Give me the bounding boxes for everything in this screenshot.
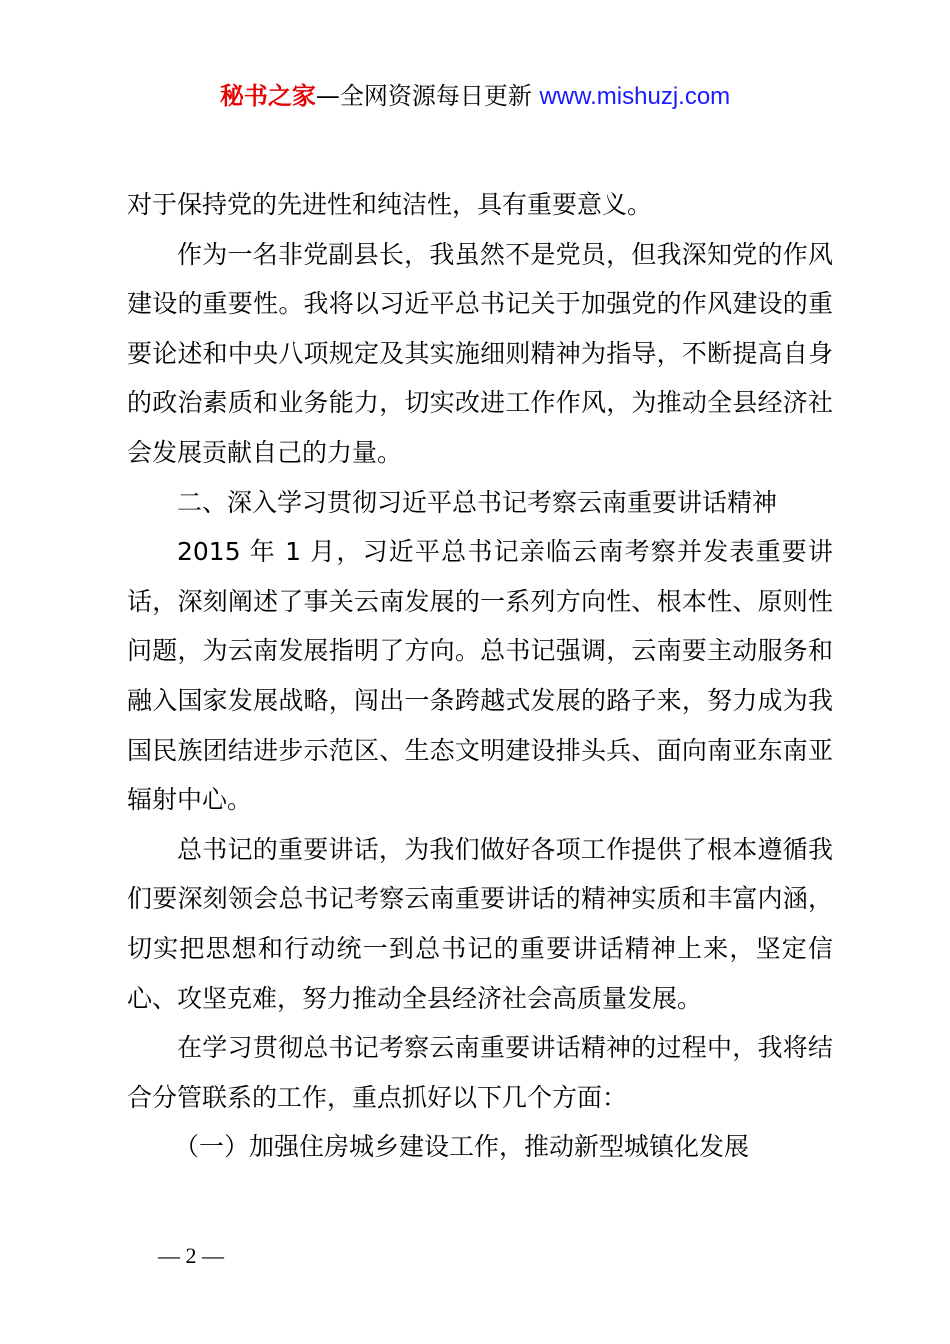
document-header	[0, 80, 950, 113]
document-body	[127, 180, 833, 1172]
page-number: — 2 —	[158, 1243, 224, 1268]
paragraph-continuation: 对于保持党的先进性和纯洁性，具有重要意义。	[127, 190, 653, 219]
subsection-heading: （一）加强住房城乡建设工作，推动新型城镇化发展	[174, 1132, 750, 1162]
paragraph: 总书记的重要讲话，为我们做好各项工作提供了根本遵循我们要深刻领会总书记考察云南重要讲话的精神实质和丰富内涵，切实把思想和行动统一到总书记的重要讲话精神上来，坚定信心、攻坚克难，努力推动全县经济社会高质量发展。	[127, 834, 833, 1013]
paragraph: 2015 年 1 月，习近平总书记亲临云南考察并发表重要讲话，深刻阐述了事关云南发展的一系列方向性、根本性、原则性问题，为云南发展指明了方向。总书记强调，云南要主动服务和融入国家发展战略，闯出一条跨越式发展的路子来，努力成为我国民族团结进步示范区、生态文明建设排头兵、面向南亚东南亚辐射中心。	[127, 537, 833, 815]
header-brand: 秘书之家	[219, 82, 316, 110]
header-url-link[interactable]: www.mishuzj.com	[539, 83, 731, 110]
paragraph: 作为一名非党副县长，我虽然不是党员，但我深知党的作风建设的重要性。我将以习近平总书记关于加强党的作风建设的重要论述和中央八项规定及其实施细则精神为指导，不断提高自身的政治素质和业务能力，切实改进工作作风，为推动全县经济社会发展贡献自己的力量。	[127, 239, 833, 467]
paragraph: 在学习贯彻总书记考察云南重要讲话精神的过程中，我将结合分管联系的工作，重点抓好以下几个方面：	[127, 1033, 833, 1112]
section-heading: 二、深入学习贯彻习近平总书记考察云南重要讲话精神	[177, 487, 778, 517]
header-tagline: —全网资源每日更新	[315, 82, 540, 110]
